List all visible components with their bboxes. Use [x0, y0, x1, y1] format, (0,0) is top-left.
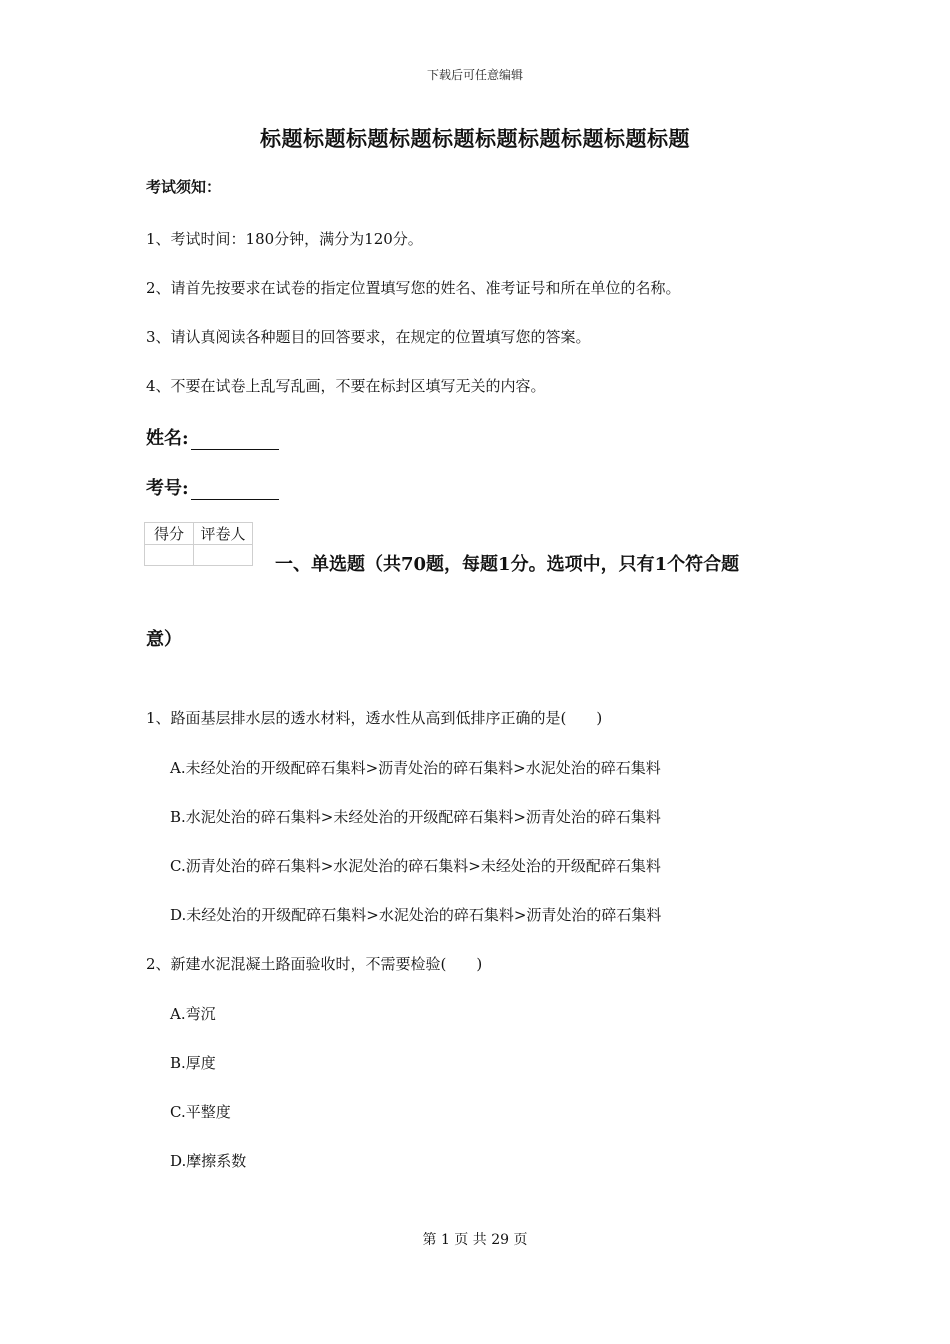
grader-header: 评卷人	[194, 523, 253, 545]
notice-item: 4、不要在试卷上乱写乱画，不要在标封区填写无关的内容。	[146, 377, 546, 395]
exam-number-field	[146, 474, 279, 500]
question-option: C.平整度	[170, 1103, 231, 1121]
question-option: B.水泥处治的碎石集料>未经处治的开级配碎石集料>沥青处治的碎石集料	[170, 808, 661, 826]
notice-item: 3、请认真阅读各种题目的回答要求，在规定的位置填写您的答案。	[146, 328, 591, 346]
notice-item: 2、请首先按要求在试卷的指定位置填写您的姓名、准考证号和所在单位的名称。	[146, 279, 681, 297]
score-cell[interactable]	[145, 545, 194, 566]
question-stem: 1、路面基层排水层的透水材料，透水性从高到低排序正确的是( )	[146, 709, 603, 727]
name-input-line[interactable]	[191, 429, 279, 450]
question-option: A.未经处治的开级配碎石集料>沥青处治的碎石集料>水泥处治的碎石集料	[170, 759, 661, 777]
grader-cell[interactable]	[194, 545, 253, 566]
score-header: 得分	[145, 523, 194, 545]
name-field	[146, 424, 279, 450]
question-stem: 2、新建水泥混凝土路面验收时，不需要检验( )	[146, 955, 483, 973]
question-option: A.弯沉	[170, 1005, 216, 1023]
exam-number-label: 考号:	[146, 478, 189, 499]
exam-number-input-line[interactable]	[191, 479, 279, 500]
question-option: D.摩擦系数	[170, 1152, 247, 1170]
question-option: D.未经处治的开级配碎石集料>水泥处治的碎石集料>沥青处治的碎石集料	[170, 906, 662, 924]
page-footer: 第 1 页 共 29 页	[422, 1232, 528, 1248]
question-option: C.沥青处治的碎石集料>水泥处治的碎石集料>未经处治的开级配碎石集料	[170, 857, 661, 875]
header-note: 下载后可任意编辑	[426, 68, 523, 82]
name-label: 姓名:	[146, 428, 189, 449]
section-title: 一、单选题（共70题，每题1分。选项中，只有1个符合题	[275, 554, 740, 575]
document-title: 标题标题标题标题标题标题标题标题标题标题	[260, 126, 690, 151]
notice-heading: 考试须知：	[146, 178, 222, 196]
score-table	[144, 522, 253, 566]
question-option: B.厚度	[170, 1054, 216, 1072]
section-title-continued: 意）	[146, 629, 182, 650]
notice-item: 1、考试时间：180分钟，满分为120分。	[146, 230, 423, 248]
